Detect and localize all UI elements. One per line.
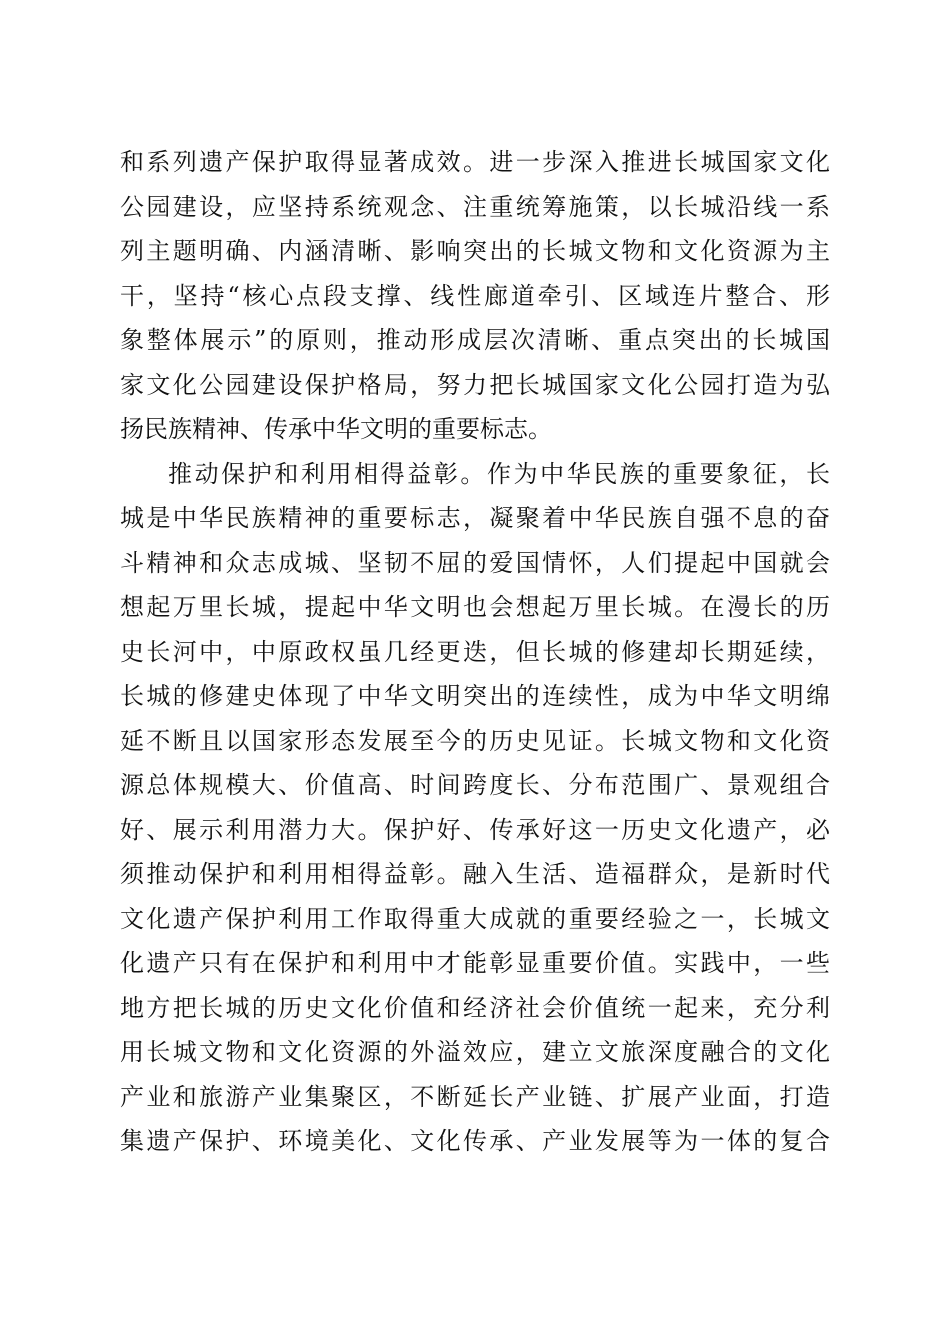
text-line-23: 集遗产保护、环境美化、文化传承、产业发展等为一体的复合 bbox=[120, 1127, 830, 1155]
text-line-16: 好、展示利用潜力大。保护好、传承好这一历史文化遗产，必 bbox=[120, 815, 830, 844]
text-line-8: 推动保护和利用相得益彰。作为中华民族的重要象征，长 bbox=[168, 459, 830, 488]
text-line-1: 和系列遗产保护取得显著成效。进一步深入推进长城国家文化 bbox=[120, 148, 830, 176]
text-line-14: 延不断且以国家形态发展至今的历史见证。长城文物和文化资 bbox=[120, 726, 830, 755]
text-line-10: 斗精神和众志成城、坚韧不屈的爱国情怀，人们提起中国就会 bbox=[120, 548, 830, 577]
text-line-11: 想起万里长城，提起中华文明也会想起万里长城。在漫长的历 bbox=[120, 593, 830, 621]
text-line-12: 史长河中，中原政权虽几经更迭，但长城的修建却长期延续， bbox=[120, 637, 830, 666]
body-text bbox=[120, 140, 830, 1164]
text-line-22: 产业和旅游产业集聚区，不断延长产业链、扩展产业面，打造 bbox=[120, 1082, 830, 1111]
text-line-17: 须推动保护和利用相得益彰。融入生活、造福群众，是新时代 bbox=[120, 860, 830, 888]
text-line-2: 公园建设，应坚持系统观念、注重统筹施策，以长城沿线一系 bbox=[120, 192, 830, 221]
text-line-6: 家文化公园建设保护格局，努力把长城国家文化公园打造为弘 bbox=[120, 370, 830, 399]
text-line-15: 源总体规模大、价值高、时间跨度长、分布范围广、景观组合 bbox=[120, 771, 830, 799]
text-line-5: 象整体展示”的原则，推动形成层次清晰、重点突出的长城国 bbox=[120, 326, 830, 354]
text-line-9: 城是中华民族精神的重要标志，凝聚着中华民族自强不息的奋 bbox=[120, 504, 830, 532]
text-line-18: 文化遗产保护利用工作取得重大成就的重要经验之一，长城文 bbox=[120, 904, 830, 933]
text-line-7: 扬民族精神、传承中华文明的重要标志。 bbox=[120, 415, 552, 443]
text-line-13: 长城的修建史体现了中华文明突出的连续性，成为中华文明绵 bbox=[120, 682, 830, 710]
text-line-3: 列主题明确、内涵清晰、影响突出的长城文物和文化资源为主 bbox=[120, 237, 830, 265]
text-line-20: 地方把长城的历史文化价值和经济社会价值统一起来，充分利 bbox=[120, 993, 830, 1022]
text-line-19: 化遗产只有在保护和利用中才能彰显重要价值。实践中，一些 bbox=[120, 949, 830, 977]
text-line-4: 干，坚持“核心点段支撑、线性廊道牵引、区域连片整合、形 bbox=[120, 281, 830, 310]
text-line-21: 用长城文物和文化资源的外溢效应，建立文旅深度融合的文化 bbox=[120, 1038, 830, 1066]
